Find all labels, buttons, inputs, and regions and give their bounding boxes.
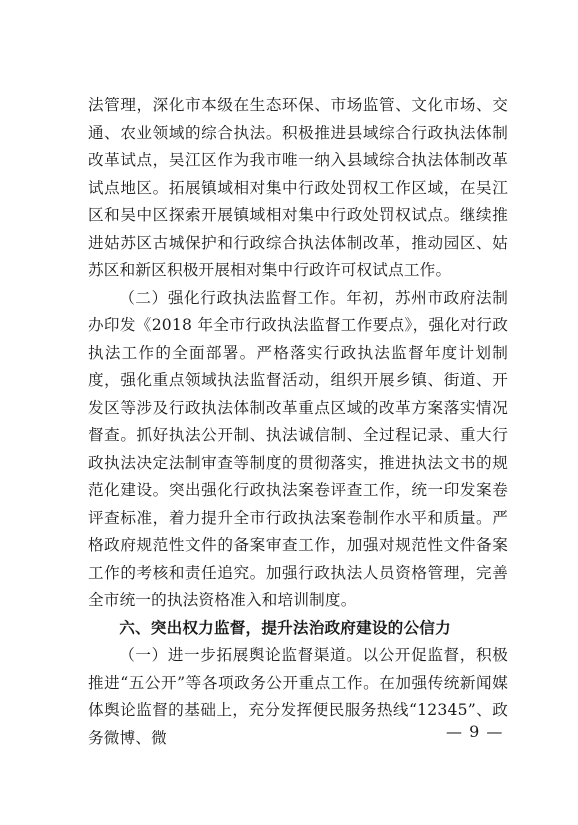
paragraph-continued: 法管理，深化市本级在生态环保、市场监管、文化市场、交通、农业领域的综合执法。积极推进县域综合行政执法体制改革试点，吴江区作为我市唯一纳入县域综合执法体制改革试点地区。拓展镇域相对集中行政处罚权工作区域，在吴江区和吴中区探索开展镇域相对集中行政处罚权试点。继续推进姑苏区古城保护和行政综合执法体制改革，推动园区、姑苏区和新区积极开展相对集中行政许可权试点工作。 bbox=[88, 96, 508, 279]
paragraph-public-opinion-supervision: （一）进一步拓展舆论监督渠道。以公开促监督，积极推进“五公开”等各项政务公开重点工作。在加强传统新闻媒体舆论监督的基础上，充分发挥便民服务热线“12345”、政务微博、微 bbox=[88, 646, 508, 747]
body-text bbox=[88, 92, 508, 752]
paragraph-enforcement-supervision: （二）强化行政执法监督工作。年初，苏州市政府法制办印发《2018 年全市行政执法监督工作要点》，强化对行政执法工作的全面部署。严格落实行政执法监督年度计划制度，强化重点领域执法监督活动，组织开展乡镇、街道、开发区等涉及行政执法体制改革重点区域的改革方案落实情况督查。抓好执法公开制、执法诚信制、全过程记录、重大行政执法决定法制审查等制度的贯彻落实，推进执法文书的规范化建设。突出强化行政执法案卷评查工作，统一印发案卷评查标准，着力提升全市行政执法案卷制作水平和质量。严格政府规范性文件的备案审查工作，加强对规范性文件备案工作的考核和责任追究。加强行政执法人员资格管理，完善全市统一的执法资格准入和培训制度。 bbox=[88, 288, 508, 609]
page-number: — 9 — bbox=[446, 722, 504, 741]
section-heading: 六、突出权力监督，提升法治政府建设的公信力 bbox=[119, 618, 451, 637]
